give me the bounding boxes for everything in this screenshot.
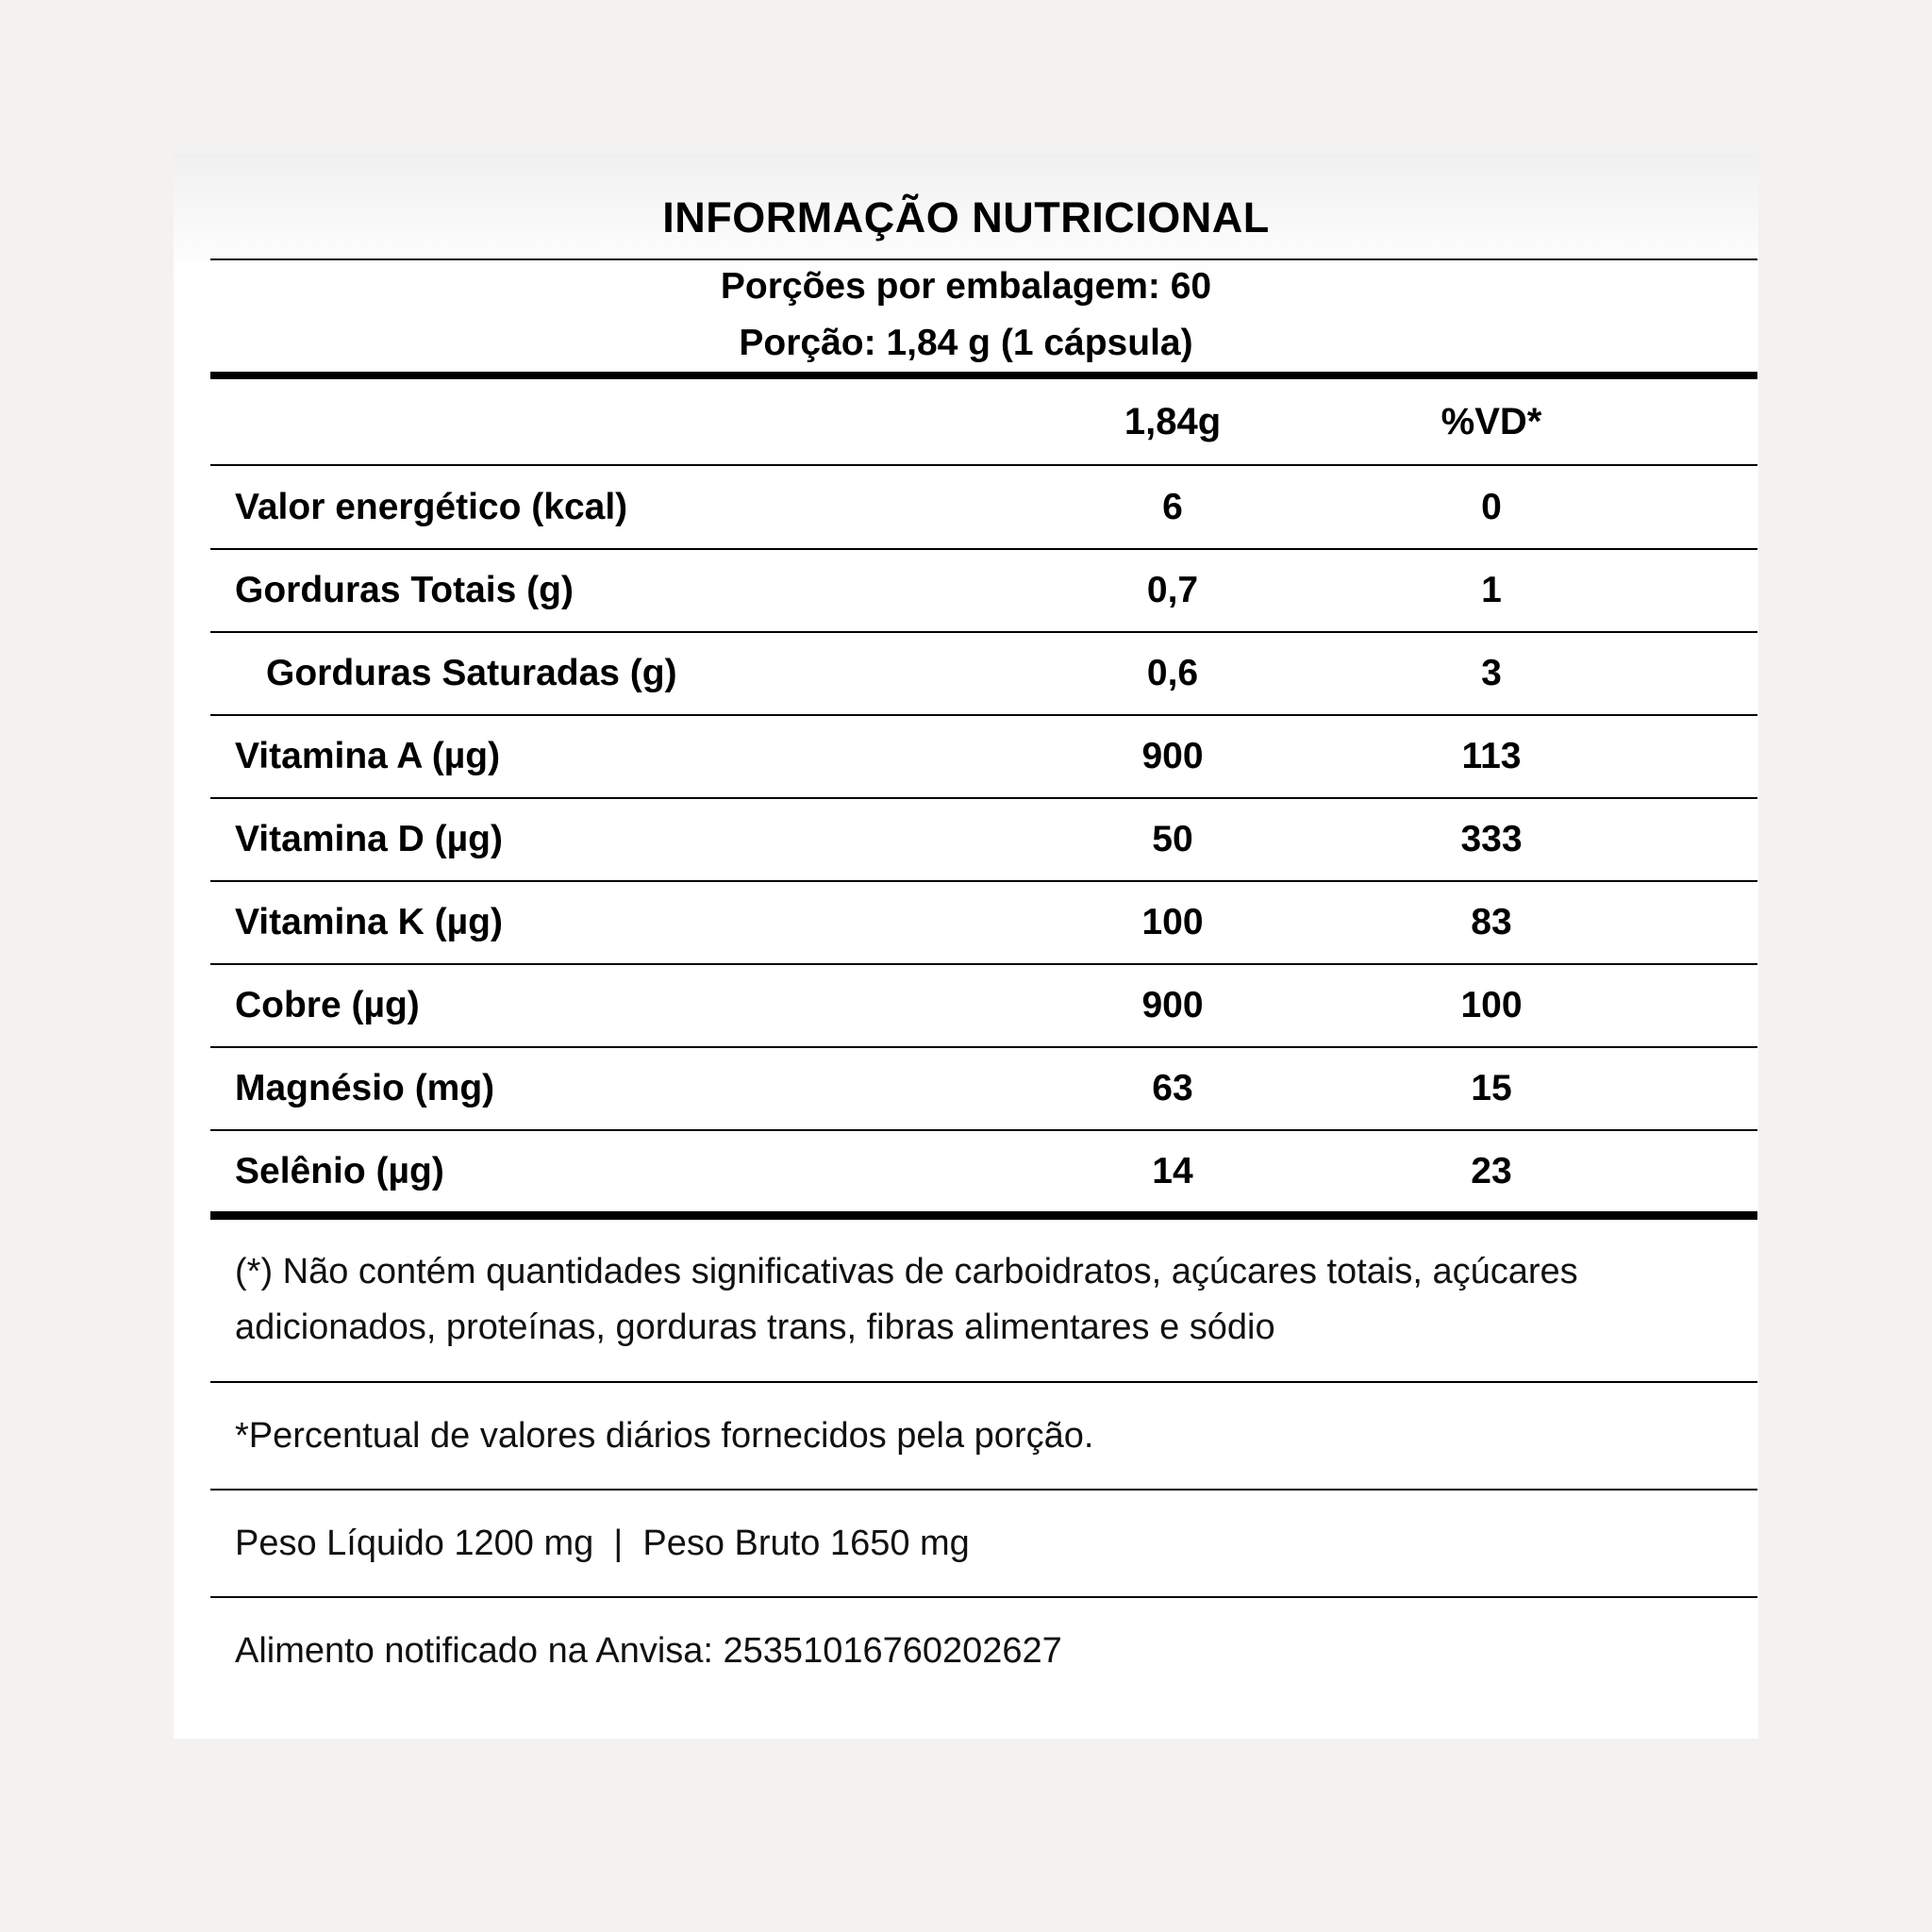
nutrient-name: Cobre (µg) [235,985,420,1025]
nutrient-dv: 15 [1471,1068,1512,1108]
nutrient-dv: 3 [1481,653,1502,693]
title-divider [210,258,1757,260]
table-row [210,1130,1757,1212]
nutrient-amount: 6 [1162,487,1183,527]
nutrient-name: Gorduras Saturadas (g) [266,653,677,693]
table-row [210,964,1757,1048]
thick-divider-bottom [210,1211,1757,1220]
nutrient-name: Magnésio (mg) [235,1068,495,1108]
nutrient-amount: 900 [1141,985,1204,1025]
nutrient-name: Selênio (µg) [235,1151,444,1191]
nutrient-amount: 900 [1141,736,1204,776]
nutrient-amount: 63 [1152,1068,1193,1108]
table-row [210,881,1757,965]
percent-dv-note: *Percentual de valores diários fornecidos pela porção. [235,1416,1094,1456]
amount-column-header: 1,84g [1124,401,1222,442]
nutrient-dv: 0 [1481,487,1502,527]
nutrient-dv: 1 [1481,570,1502,610]
table-row [210,798,1757,882]
nutrient-name: Gorduras Totais (g) [235,570,574,610]
table-row [210,632,1757,716]
table-row [210,466,1757,550]
nutrient-name: Vitamina K (µg) [235,902,503,942]
nutrient-name: Vitamina A (µg) [235,736,501,776]
nutrient-amount: 0,6 [1146,653,1199,693]
servings-per-package: Porções por embalagem: 60 [720,266,1212,307]
not-significant-note-line1: (*) Não contém quantidades significativas de carboidratos, açúcares totais, açúcares [235,1252,1578,1291]
table-row [210,549,1757,633]
nutrient-name: Valor energético (kcal) [235,487,628,527]
anvisa-note: Alimento notificado na Anvisa: 25351016760202627 [235,1631,1062,1671]
nutrition-facts-panel [174,154,1758,1739]
serving-size: Porção: 1,84 g (1 cápsula) [739,323,1193,363]
dv-column-header: %VD* [1441,401,1542,442]
nutrient-amount: 14 [1152,1151,1193,1191]
nutrient-name: Vitamina D (µg) [235,819,503,859]
thick-divider-top [210,372,1757,379]
nutrient-amount: 100 [1141,902,1204,942]
nutrient-amount: 0,7 [1146,570,1199,610]
footnote-divider [210,1596,1757,1598]
weights-note: Peso Líquido 1200 mg | Peso Bruto 1650 mg [235,1524,970,1563]
table-header-row [210,379,1757,466]
nutrient-dv: 333 [1460,819,1523,859]
nutrient-dv: 83 [1471,902,1512,942]
table-row [210,1047,1757,1131]
footnote-divider [210,1381,1757,1383]
nutrient-amount: 50 [1152,819,1193,859]
table-row [210,715,1757,799]
nutrient-dv: 100 [1460,985,1523,1025]
nutrient-dv: 23 [1471,1151,1512,1191]
nutrient-dv: 113 [1461,736,1522,776]
not-significant-note-line2: adicionados, proteínas, gorduras trans, fibras alimentares e sódio [235,1307,1275,1347]
nutrition-title: INFORMAÇÃO NUTRICIONAL [662,193,1270,242]
footnote-divider [210,1489,1757,1491]
